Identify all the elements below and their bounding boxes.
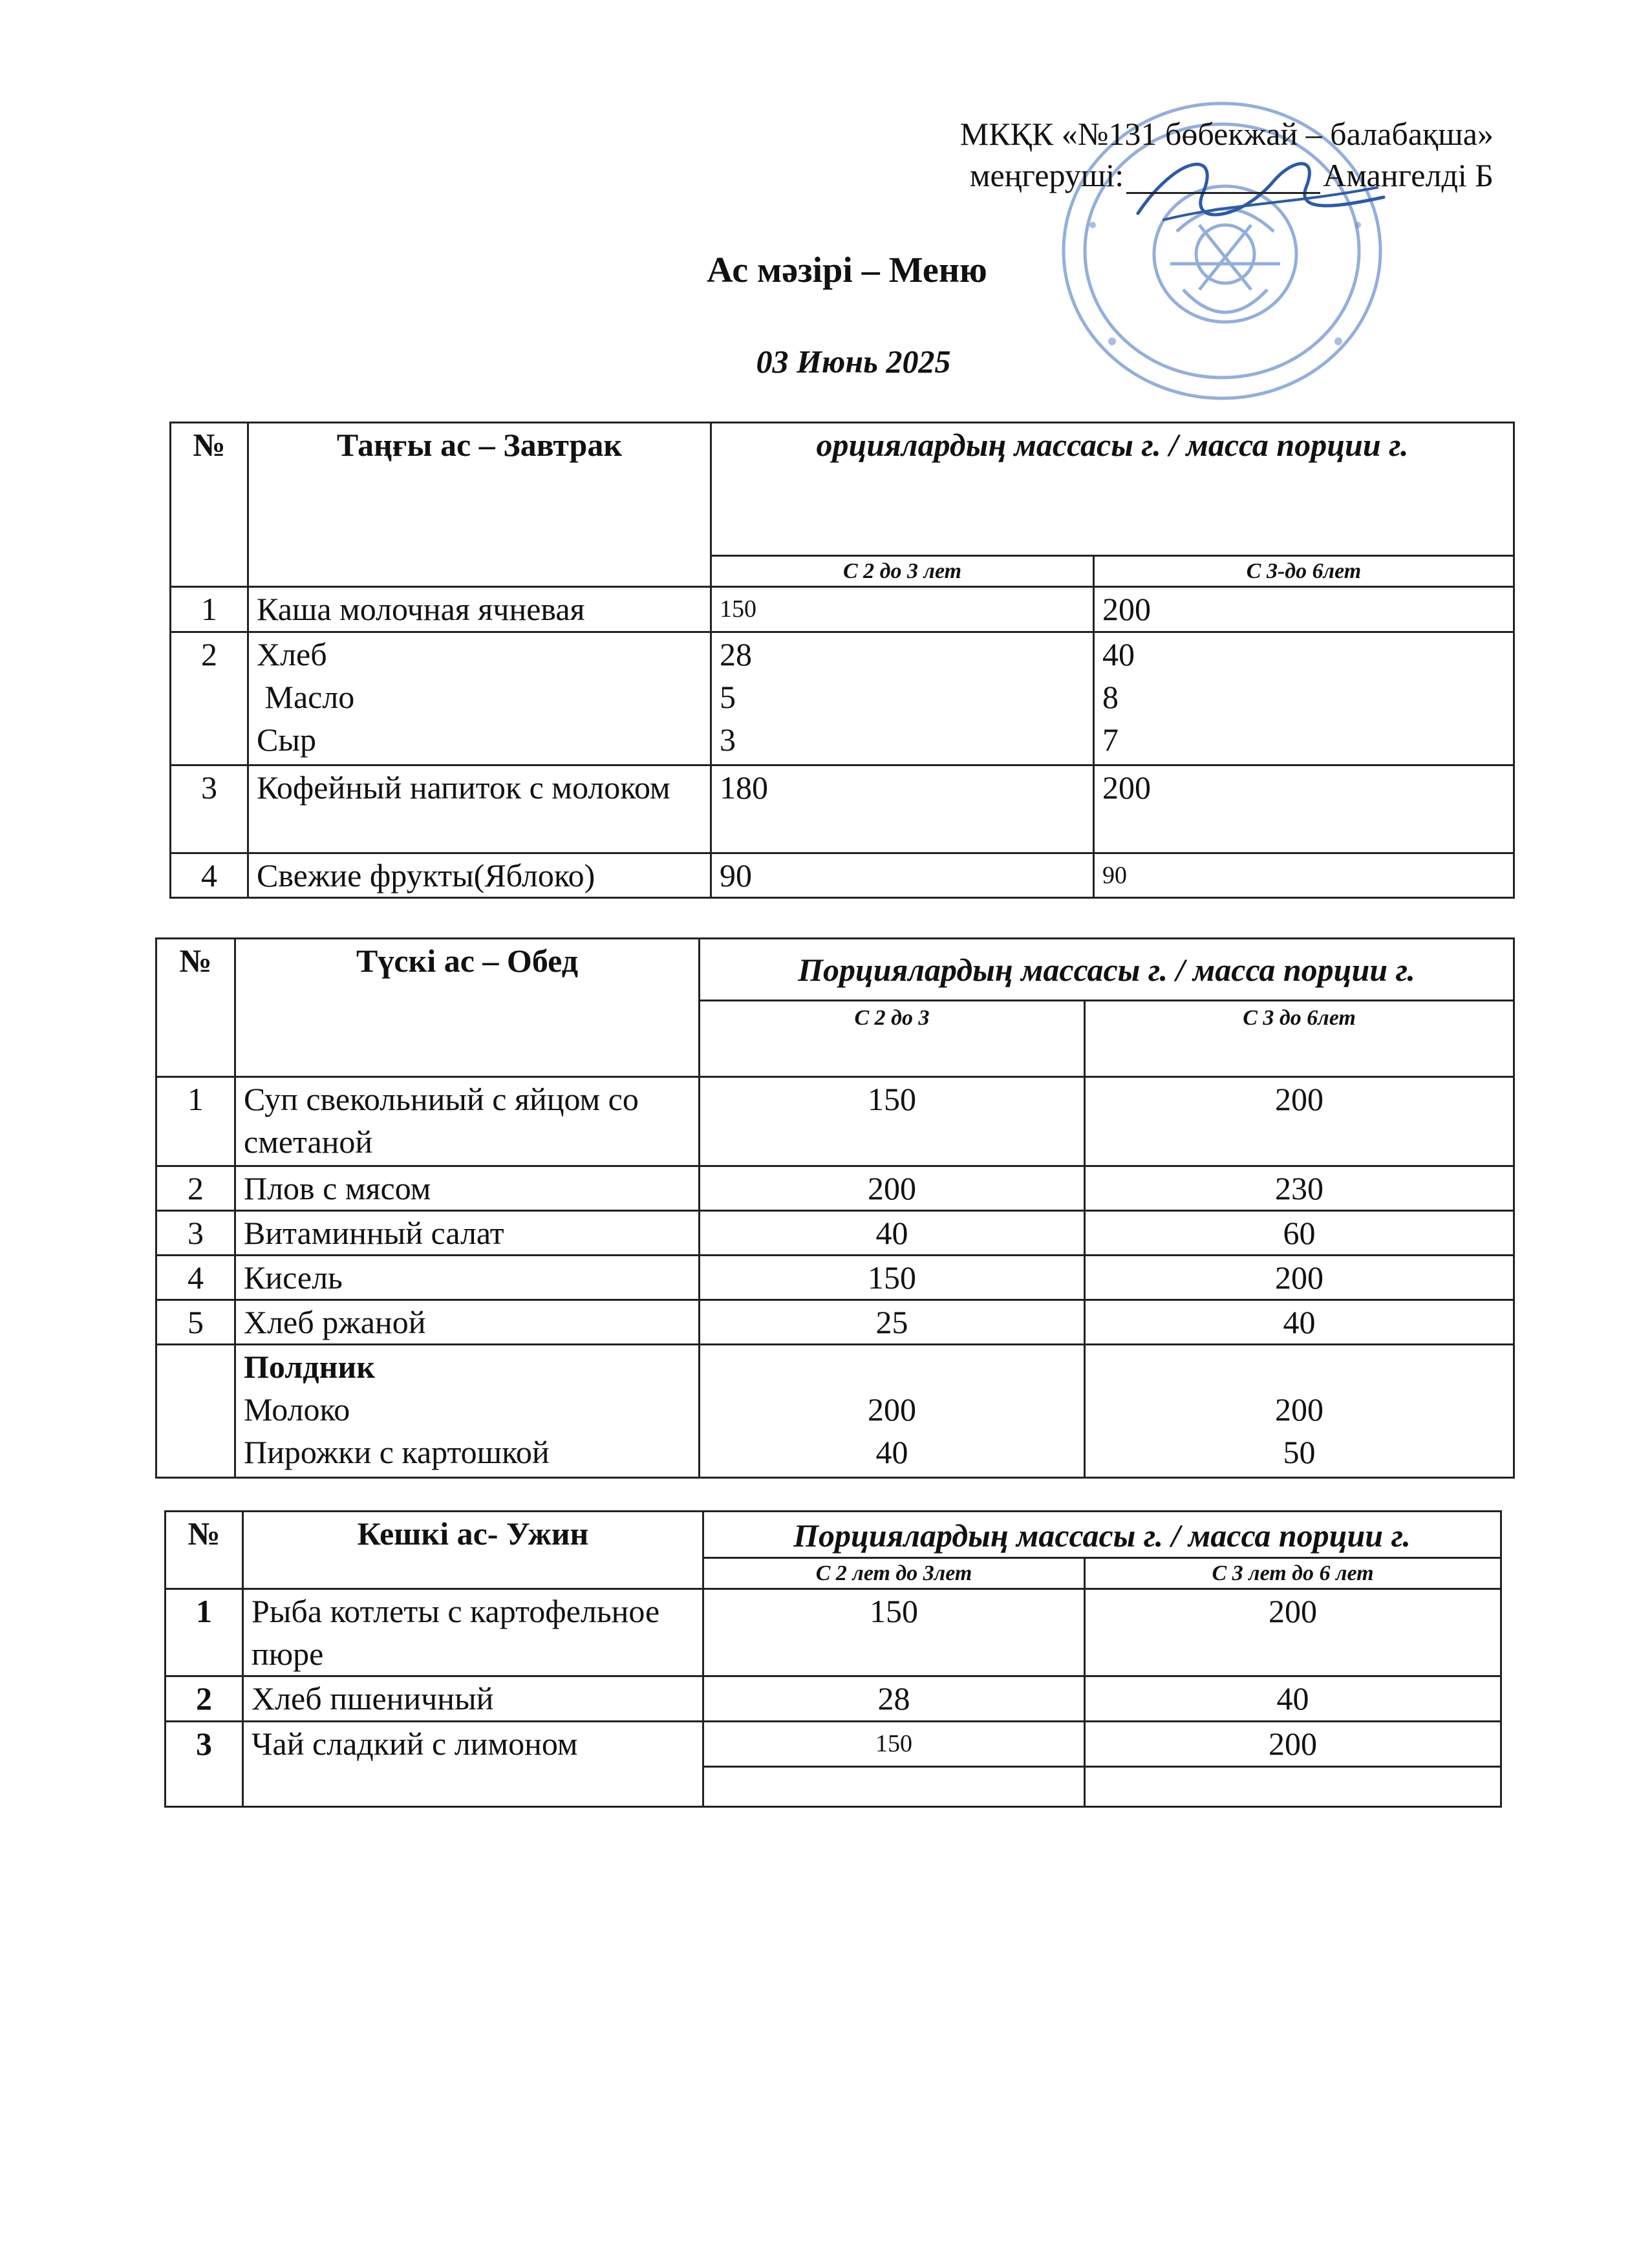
col-no: №: [156, 939, 235, 1077]
portion-large: 40: [1085, 1300, 1514, 1345]
portion-small: 150: [703, 1722, 1085, 1767]
portion-value: 3: [720, 722, 736, 758]
head-line: [970, 156, 1494, 194]
menu-date: 03 Июнь 2025: [756, 343, 951, 380]
portion-large: 200: [1085, 1589, 1501, 1676]
dinner-table: [164, 1510, 1502, 1808]
dish-item: Масло: [257, 679, 355, 715]
table-row: [156, 1077, 1514, 1166]
page-title: Ас мәзiрi – Меню: [707, 250, 987, 290]
portion-small: [700, 1345, 1085, 1478]
table-row: [166, 1722, 1501, 1767]
col-portion: Порциялардың массасы г. / масса порции г.: [703, 1512, 1501, 1558]
snack-title: Полдник: [244, 1349, 376, 1385]
table-row: [171, 853, 1514, 898]
dish-item: Хлеб: [257, 636, 327, 672]
dish-item: Пирожки с картошкой: [244, 1434, 550, 1470]
empty-cell: [1085, 1767, 1501, 1807]
portion-large: 90: [1094, 853, 1514, 898]
portion-large: [1085, 1345, 1514, 1478]
dish-name: Кисель: [235, 1256, 700, 1300]
dish-item: Молоко: [244, 1391, 350, 1428]
dish-name: Рыба котлеты с картофельное пюре: [243, 1589, 703, 1676]
portion-small: 25: [700, 1300, 1085, 1345]
head-role: меңгерушi:: [969, 157, 1124, 193]
table-row: [171, 632, 1514, 765]
portion-small: 150: [711, 587, 1094, 632]
portion-small: 150: [700, 1256, 1085, 1300]
portion-value: 40: [875, 1434, 908, 1470]
table-row: [156, 1211, 1514, 1256]
portion-value: 28: [720, 636, 752, 672]
portion-small: 150: [700, 1077, 1085, 1166]
portion-value: 8: [1102, 679, 1119, 715]
row-number: 2: [171, 632, 248, 765]
portion-small: [711, 632, 1094, 765]
portion-value: 200: [868, 1391, 916, 1428]
age-group-1: С 2 до 3: [700, 1001, 1085, 1077]
portion-large: 200: [1094, 765, 1514, 853]
col-dinner: Кешкi ас- Ужин: [243, 1512, 703, 1589]
col-portion: орциялардың массасы г. / масса порции г.: [711, 423, 1514, 556]
breakfast-table: [169, 422, 1515, 899]
row-number: 1: [166, 1589, 243, 1676]
portion-large: 40: [1085, 1676, 1501, 1722]
row-number: 2: [166, 1676, 243, 1722]
portion-large: [1094, 632, 1514, 765]
table-row: [166, 1589, 1501, 1676]
row-number: 1: [171, 587, 248, 632]
row-number: 4: [156, 1256, 235, 1300]
portion-large: 200: [1085, 1077, 1514, 1166]
table-row: [171, 765, 1514, 853]
age-group-1: С 2 до 3 лет: [711, 556, 1094, 587]
col-portion: Порциялардың массасы г. / масса порции г.: [700, 939, 1514, 1001]
portion-value: 40: [1102, 636, 1135, 672]
row-number: 4: [171, 853, 248, 898]
row-number: 5: [156, 1300, 235, 1345]
col-breakfast: Таңғы ас – Завтрак: [248, 423, 711, 587]
col-lunch: Түскi ас – Обед: [235, 939, 700, 1077]
head-name: Амангелдi Б: [1323, 157, 1494, 193]
col-no: №: [171, 423, 248, 587]
signature-line: [1126, 164, 1320, 194]
row-number: 1: [156, 1077, 235, 1166]
lunch-table: [155, 937, 1515, 1479]
table-row: [156, 1256, 1514, 1300]
row-number: 2: [156, 1166, 235, 1211]
row-number: [156, 1345, 235, 1478]
age-group-2: С 3 до 6лет: [1085, 1001, 1514, 1077]
portion-value: 200: [1275, 1391, 1323, 1428]
row-number: 3: [166, 1722, 243, 1807]
dish-name: Суп свекольниый с яйцом со сметаной: [235, 1077, 700, 1166]
table-row: [156, 1300, 1514, 1345]
dish-name: Хлеб ржаной: [235, 1300, 700, 1345]
snack-items: [235, 1345, 700, 1478]
dish-name: Каша молочная ячневая: [248, 587, 711, 632]
table-row: [156, 1166, 1514, 1211]
age-group-2: С 3-до 6лет: [1094, 556, 1514, 587]
dish-name: Витаминный салат: [235, 1211, 700, 1256]
dish-name: Плов с мясом: [235, 1166, 700, 1211]
portion-large: 230: [1085, 1166, 1514, 1211]
portion-large: 200: [1094, 587, 1514, 632]
age-group-1: С 2 лет до 3лет: [703, 1558, 1085, 1589]
dish-name: [248, 632, 711, 765]
portion-small: 150: [703, 1589, 1085, 1676]
portion-small: 40: [700, 1211, 1085, 1256]
dish-name: Чай сладкий с лимоном: [243, 1722, 703, 1807]
portion-large: 60: [1085, 1211, 1514, 1256]
portion-small: 200: [700, 1166, 1085, 1211]
portion-large: 200: [1085, 1256, 1514, 1300]
dish-name: Хлеб пшеничный: [243, 1676, 703, 1722]
portion-small: 28: [703, 1676, 1085, 1722]
portion-large: 200: [1085, 1722, 1501, 1767]
portion-value: 7: [1102, 722, 1119, 758]
dish-name: Кофейный напиток с молоком: [248, 765, 711, 853]
dish-item: Сыр: [257, 722, 316, 758]
portion-small: 90: [711, 853, 1094, 898]
col-no: №: [166, 1512, 243, 1589]
table-row: [171, 587, 1514, 632]
dish-name: Свежие фрукты(Яблоко): [248, 853, 711, 898]
portion-small: 180: [711, 765, 1094, 853]
portion-value: 5: [720, 679, 736, 715]
row-number: 3: [156, 1211, 235, 1256]
age-group-2: С 3 лет до 6 лет: [1085, 1558, 1501, 1589]
empty-cell: [703, 1767, 1085, 1807]
row-number: 3: [171, 765, 248, 853]
table-row: [166, 1676, 1501, 1722]
snack-row: [156, 1345, 1514, 1478]
portion-value: 50: [1283, 1434, 1316, 1470]
org-name: МКҚК «№131 бөбекжай – балабақша»: [959, 116, 1494, 152]
